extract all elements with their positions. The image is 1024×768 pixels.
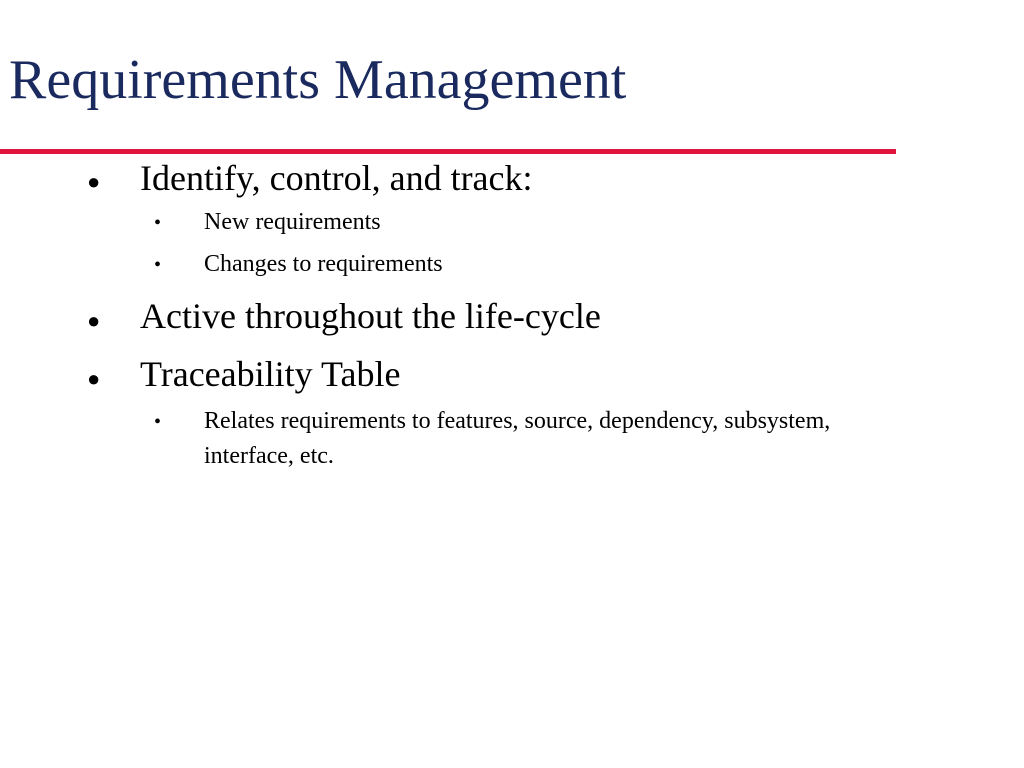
bullet-dot: ● (87, 366, 101, 391)
bullet-dot: ● (87, 308, 101, 333)
slide-title: Requirements Management (9, 49, 627, 111)
sub-bullet-item: Changes to requirements (204, 251, 443, 277)
sub-bullet-dot: • (154, 212, 162, 234)
bullet-item: Active throughout the life-cycle (140, 296, 601, 336)
sub-bullet-item: Relates requirements to features, source, dependency, subsystem, interface, etc. (204, 408, 831, 469)
bullet-item: Identify, control, and track: (140, 158, 533, 198)
bullet-item: Traceability Table (140, 354, 401, 394)
bullet-dot: ● (87, 169, 101, 194)
sub-bullet-dot: • (154, 411, 162, 433)
sub-bullet-dot: • (154, 254, 162, 276)
sub-bullet-item: New requirements (204, 209, 381, 235)
